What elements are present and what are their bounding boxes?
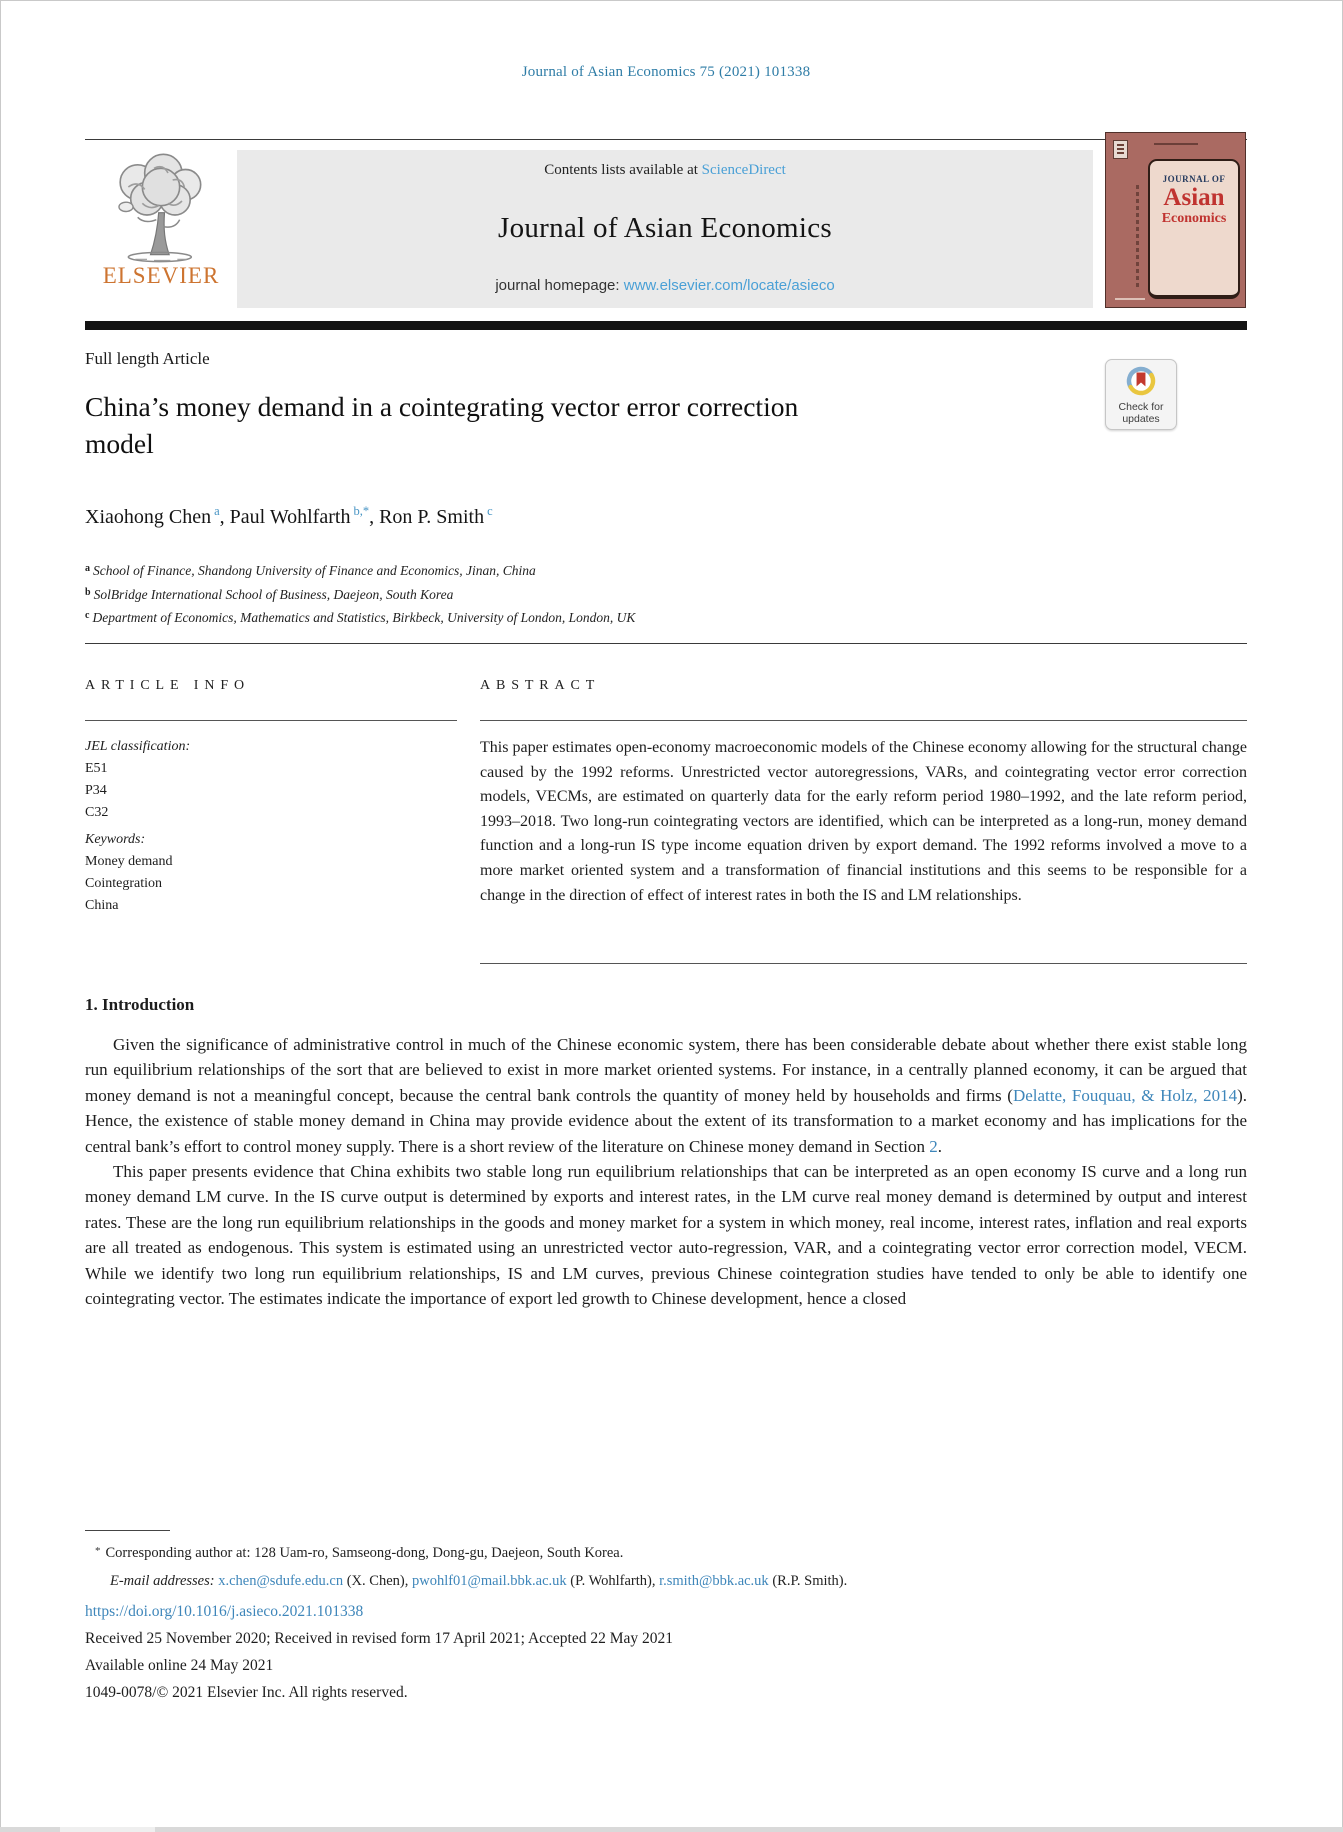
contents-line — [237, 162, 1093, 179]
cover-side-text — [1136, 185, 1139, 289]
jel-label: JEL classification: — [85, 739, 191, 754]
keywords-label: Keywords: — [85, 832, 146, 847]
footer-block — [85, 1598, 1205, 1706]
author-name: Paul Wohlfarth — [229, 506, 351, 528]
homepage-prefix: journal homepage: — [495, 277, 624, 294]
elsevier-logo — [86, 150, 236, 308]
keyword: Money demand — [85, 854, 173, 869]
affiliations — [85, 560, 635, 631]
section-2-link[interactable]: 2 — [929, 1136, 938, 1156]
header-divider-bar — [85, 321, 1247, 330]
cover-issn-text — [1154, 143, 1198, 145]
cover-title-line2: Asian — [1163, 184, 1225, 211]
author-separator: , — [219, 506, 230, 528]
footnote-block — [85, 1540, 1205, 1595]
info-block-top-rule — [85, 643, 1247, 644]
affiliation-line — [85, 584, 635, 608]
doi-link[interactable]: https://doi.org/10.1016/j.asieco.2021.101338 — [85, 1603, 364, 1620]
citation-link-delatte-2014[interactable]: Delatte, Fouquau, & Holz, 2014 — [1012, 1085, 1238, 1105]
article-info-heading: ARTICLE INFO — [85, 678, 250, 693]
received-dates: Received 25 November 2020; Received in revised form 17 April 2021; Accepted 22 May 2021 — [85, 1630, 673, 1647]
author-name: Xiaohong Chen — [85, 506, 212, 528]
corresponding-author-text: Corresponding author at: 128 Uam-ro, Samseong-dong, Dong-gu, Daejeon, South Korea. — [105, 1545, 624, 1561]
affiliation-text: School of Finance, Shandong University of Finance and Economics, Jinan, China — [93, 563, 536, 578]
cover-title-line3: Economics — [1161, 211, 1227, 226]
abstract-rule — [480, 720, 1247, 721]
paragraph-text: ). Hence, the existence of stable money demand in China may provide evidence about the extent of its transformation to a market economy and has implications for the central bank’s effort to control money supply. There is a short review of the literature on Chinese money demand in Section — [85, 1085, 1247, 1156]
email-label: E-mail addresses: — [110, 1573, 215, 1589]
email-link[interactable]: x.chen@sdufe.edu.cn — [218, 1573, 344, 1589]
abstract-heading: ABSTRACT — [480, 678, 601, 693]
sciencedirect-link[interactable]: ScienceDirect — [701, 162, 786, 178]
article-type-label: Full length Article — [85, 349, 210, 368]
email-link[interactable]: pwohlf01@mail.bbk.ac.uk — [411, 1573, 567, 1589]
footnote-rule — [85, 1530, 170, 1531]
affiliation-line — [85, 560, 635, 584]
banner-top-rule — [85, 139, 1247, 140]
badge-text-line2: updates — [1122, 412, 1160, 425]
badge-text-line1: Check for — [1118, 401, 1164, 413]
check-for-updates-badge[interactable] — [1105, 359, 1177, 430]
intro-paragraph-2: This paper presents evidence that China exhibits two stable long run equilibrium relationships that can be interpreted as an open economy IS curve and a long run money demand LM curve. In the IS curve output is determined by exports and interest rates, in the LM curve real money demand is determined by output and interest rates. These are the long run equilibrium relationships in the goods and money market for a system in which money, real income, interest rates, inflation and real exports are all treated as endogenous. This system is estimated using an unrestricted vector auto-regression, VAR, and a cointegrating vector error correction model, VECM. While we identify two long run equilibrium relationships, IS and LM curves, previous Chinese cointegration studies have tended to only be able to identify one cointegrating vector. The estimates indicate the importance of export led growth to Chinese development, hence a closed — [85, 1162, 1247, 1309]
article-title: China’s money demand in a cointegrating vector error correction model — [85, 391, 799, 459]
abstract-text: This paper estimates open-economy macroeconomic models of the Chinese economy allowing for the structural change caused by the 1992 reforms. Unrestricted vector autoregressions, VARs, and cointegrating vector error correction models, VECMs, are estimated on quarterly data for the early reform period 1980–1992, and the late reform period, 1993–2018. Two long-run cointegrating vectors are identified, which can be interpreted as a long-run, money demand function and a long-run IS type income equation driven by export demand. The 1992 reforms involved a move to a more market oriented system and a transformation of financial institutions and this seems to be responsible for a change in the direction of effect of interest rates in both the IS and LM relationships. — [480, 739, 1247, 904]
elsevier-wordmark: ELSEVIER — [102, 263, 220, 288]
keyword: China — [85, 898, 119, 913]
section-heading-introduction: 1. Introduction — [85, 995, 195, 1014]
affiliation-sup: b — [85, 586, 91, 598]
author-line — [85, 506, 493, 529]
author-separator: , — [369, 506, 380, 528]
affiliation-sup: c — [85, 610, 90, 621]
email-link[interactable]: r.smith@bbk.ac.uk — [659, 1573, 769, 1589]
homepage-line — [237, 277, 1093, 294]
cover-title-line1: JOURNAL OF — [1162, 174, 1226, 184]
affiliation-sup: a — [85, 563, 90, 574]
keyword: Cointegration — [85, 876, 162, 891]
article-info-rule — [85, 720, 457, 721]
email-owner: (X. Chen), — [343, 1573, 412, 1589]
copyright-line: 1049-0078/© 2021 Elsevier Inc. All rights reserved. — [85, 1684, 408, 1701]
footnote-marker: * — [95, 1545, 101, 1557]
cover-title-panel — [1148, 159, 1240, 299]
jel-code: P34 — [85, 783, 107, 798]
available-online: Available online 24 May 2021 — [85, 1657, 274, 1674]
abstract-bottom-rule — [480, 963, 1247, 964]
homepage-url-link[interactable]: www.elsevier.com/locate/asieco — [623, 277, 835, 294]
author-affil-sup: a — [214, 504, 220, 518]
email-owner: (P. Wohlfarth), — [566, 1573, 660, 1589]
introduction-body — [85, 1032, 1247, 1311]
author-affil-sup: b,* — [353, 504, 370, 518]
affiliation-text: Department of Economics, Mathematics and Statistics, Birkbeck, University of London, London, UK — [92, 610, 636, 625]
paragraph-text: Given the significance of administrative control in much of the Chinese economic system, there has been considerable debate about whether there exist stable long run equilibrium relationships of the sort that are believed to exist in more market oriented systems. For instance, in a centrally planned economy, it can be argued that money demand is not a meaningful concept, because the central bank controls the quantity of money held by households and firms ( — [85, 1035, 1247, 1105]
journal-reference-header: Journal of Asian Economics 75 (2021) 101338 — [521, 64, 811, 80]
article-info-column — [85, 736, 455, 917]
cover-bottom-text — [1115, 298, 1145, 300]
jel-code: E51 — [85, 761, 108, 776]
affiliation-line — [85, 607, 635, 631]
elsevier-tree-icon — [86, 152, 236, 264]
affiliation-text: SolBridge International School of Business, Daejeon, South Korea — [93, 586, 454, 602]
email-owner: (R.P. Smith). — [768, 1573, 848, 1589]
paragraph-text: . — [937, 1136, 943, 1156]
banner-journal-name: Journal of Asian Economics — [498, 211, 832, 244]
window-bottom-edge — [0, 1827, 1343, 1832]
contents-prefix: Contents lists available at — [544, 162, 702, 178]
jel-code: C32 — [85, 805, 109, 820]
crossmark-icon — [1125, 384, 1157, 401]
intro-paragraph-1 — [85, 1032, 1247, 1159]
cover-publisher-emblem-icon — [1113, 140, 1128, 159]
journal-cover-thumbnail[interactable] — [1105, 132, 1246, 308]
window-bottom-edge-segment — [60, 1827, 155, 1832]
author-name: Ron P. Smith — [379, 506, 485, 528]
journal-banner — [237, 150, 1093, 308]
author-affil-sup: c — [487, 504, 493, 518]
email-addresses-line — [85, 1568, 1205, 1595]
corresponding-author-note — [85, 1540, 1205, 1568]
